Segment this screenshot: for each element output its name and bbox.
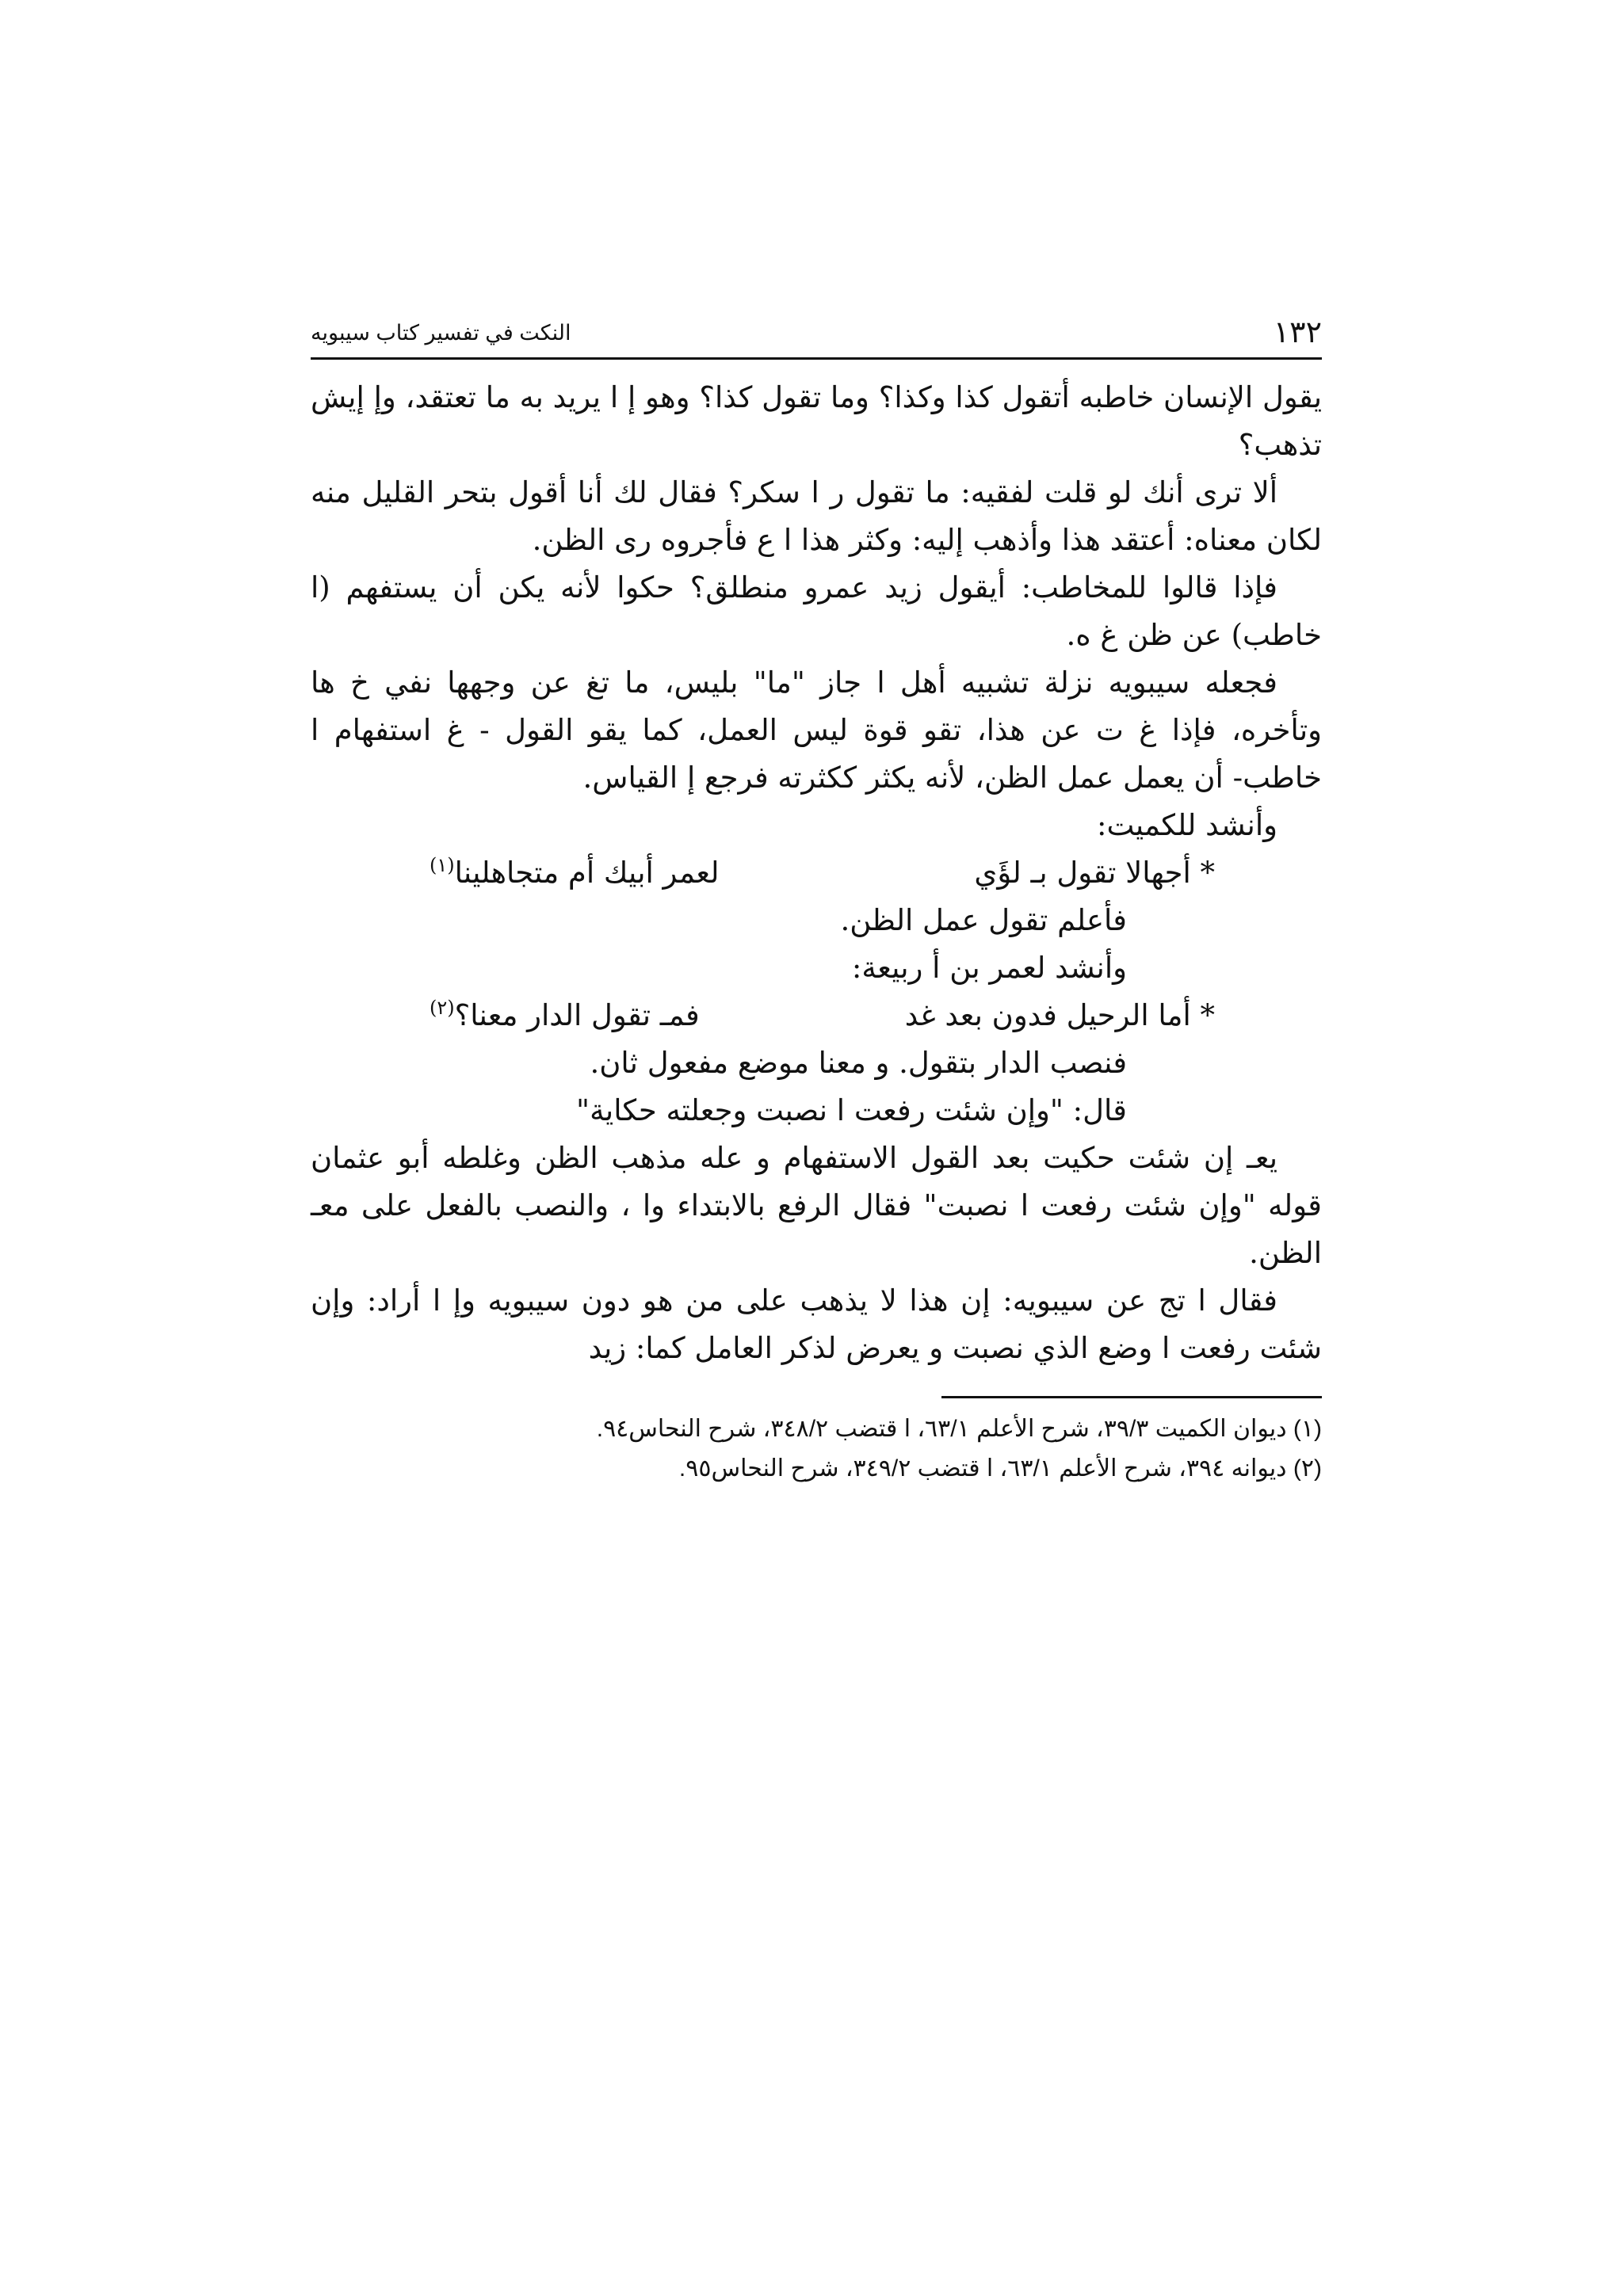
footnotes: [311, 1409, 1322, 1489]
page-number: ١٣٢: [1273, 316, 1322, 349]
verse-line: [311, 992, 1322, 1039]
verse-second-hemistich: [430, 992, 700, 1039]
verse-first-hemistich: * أجهالا تقول بـ لؤَي: [974, 856, 1215, 890]
paragraph: فقال ا تج عن سيبويه: إن هذا لا يذهب على من هو دون سيبويه وإ ا أراد: وإن شئت رفعت ا وضع الذي نصبت و يعرض لذكر العامل كما: زيد: [311, 1283, 1322, 1365]
page-header: [311, 313, 1322, 360]
paragraph: فأعلم تقول عمل الظن.: [840, 903, 1127, 937]
footnote-ref: (١): [430, 854, 455, 876]
paragraph: وأنشد للكميت:: [1097, 808, 1277, 842]
verse-second-hemistich: [430, 849, 719, 897]
paragraph: يقول الإنسان خاطبه أتقول كذا وكذا؟ وما تقول كذا؟ وهو إ ا يريد به ما تعتقد، وإ إيش تذهب؟: [311, 380, 1322, 462]
paragraph: فنصب الدار بتقول. و معنا موضع مفعول ثان.: [590, 1046, 1127, 1080]
paragraph: فإذا قالوا للمخاطب: أيقول زيد عمرو منطلق؟ حكوا لأنه يكن أن يستفهم (ا خاطب) عن ظن غ ه.: [311, 570, 1322, 652]
verse-text: فمـ تقول الدار معنا؟: [454, 998, 700, 1032]
main-text: [311, 374, 1322, 1372]
verse-first-hemistich: * أما الرحيل فدون بعد غد: [904, 998, 1215, 1032]
footnote-ref: (٢): [430, 997, 455, 1019]
footnote-separator: [941, 1396, 1322, 1398]
footnote: (٢) ديوانه ٣٩٤، شرح الأعلم ٦٣/١، ا قتضب ٣٤٩/٢، شرح النحاس٩٥.: [678, 1455, 1322, 1482]
running-title: النكت في تفسير كتاب سيبويه: [311, 321, 571, 345]
paragraph: يعـ إن شئت حكيت بعد القول الاستفهام و عله مذهب الظن وغلطه أبو عثمان قوله "وإن شئت رفعت ا نصبت" فقال الرفع بالابتداء وا ، والنصب بالفعل على معـ الظن.: [311, 1141, 1322, 1270]
paragraph: ألا ترى أنك لو قلت لفقيه: ما تقول ر ا سكر؟ فقال لك أنا أقول بتحر القليل منه لكان معناه: أعتقد هذا وأذهب إليه: وكثر هذا ا ع فأجروه رى الظن.: [311, 475, 1322, 557]
book-page: [311, 313, 1322, 1489]
paragraph: وأنشد لعمر بن أ ربيعة:: [851, 951, 1127, 985]
verse-line: [311, 849, 1322, 897]
footnote: (١) ديوان الكميت ٣٩/٣، شرح الأعلم ٦٣/١، ا قتضب ٣٤٨/٢، شرح النحاس٩٤.: [596, 1416, 1322, 1442]
verse-text: لعمر أبيك أم متجاهلينا: [454, 856, 720, 890]
paragraph: فجعله سيبويه نزلة تشبيه أهل ا جاز "ما" بليس، ما تغ عن وجهها نفي خ ها وتأخره، فإذا غ ت عن هذا، تقو قوة ليس العمل، كما يقو القول - غ استفهام ا خاطب- أن يعمل عمل الظن، لأنه يكثر ككثرته فرجع إ القياس.: [311, 666, 1322, 795]
paragraph: قال: "وإن شئت رفعت ا نصبت وجعلته حكاية": [576, 1093, 1127, 1127]
